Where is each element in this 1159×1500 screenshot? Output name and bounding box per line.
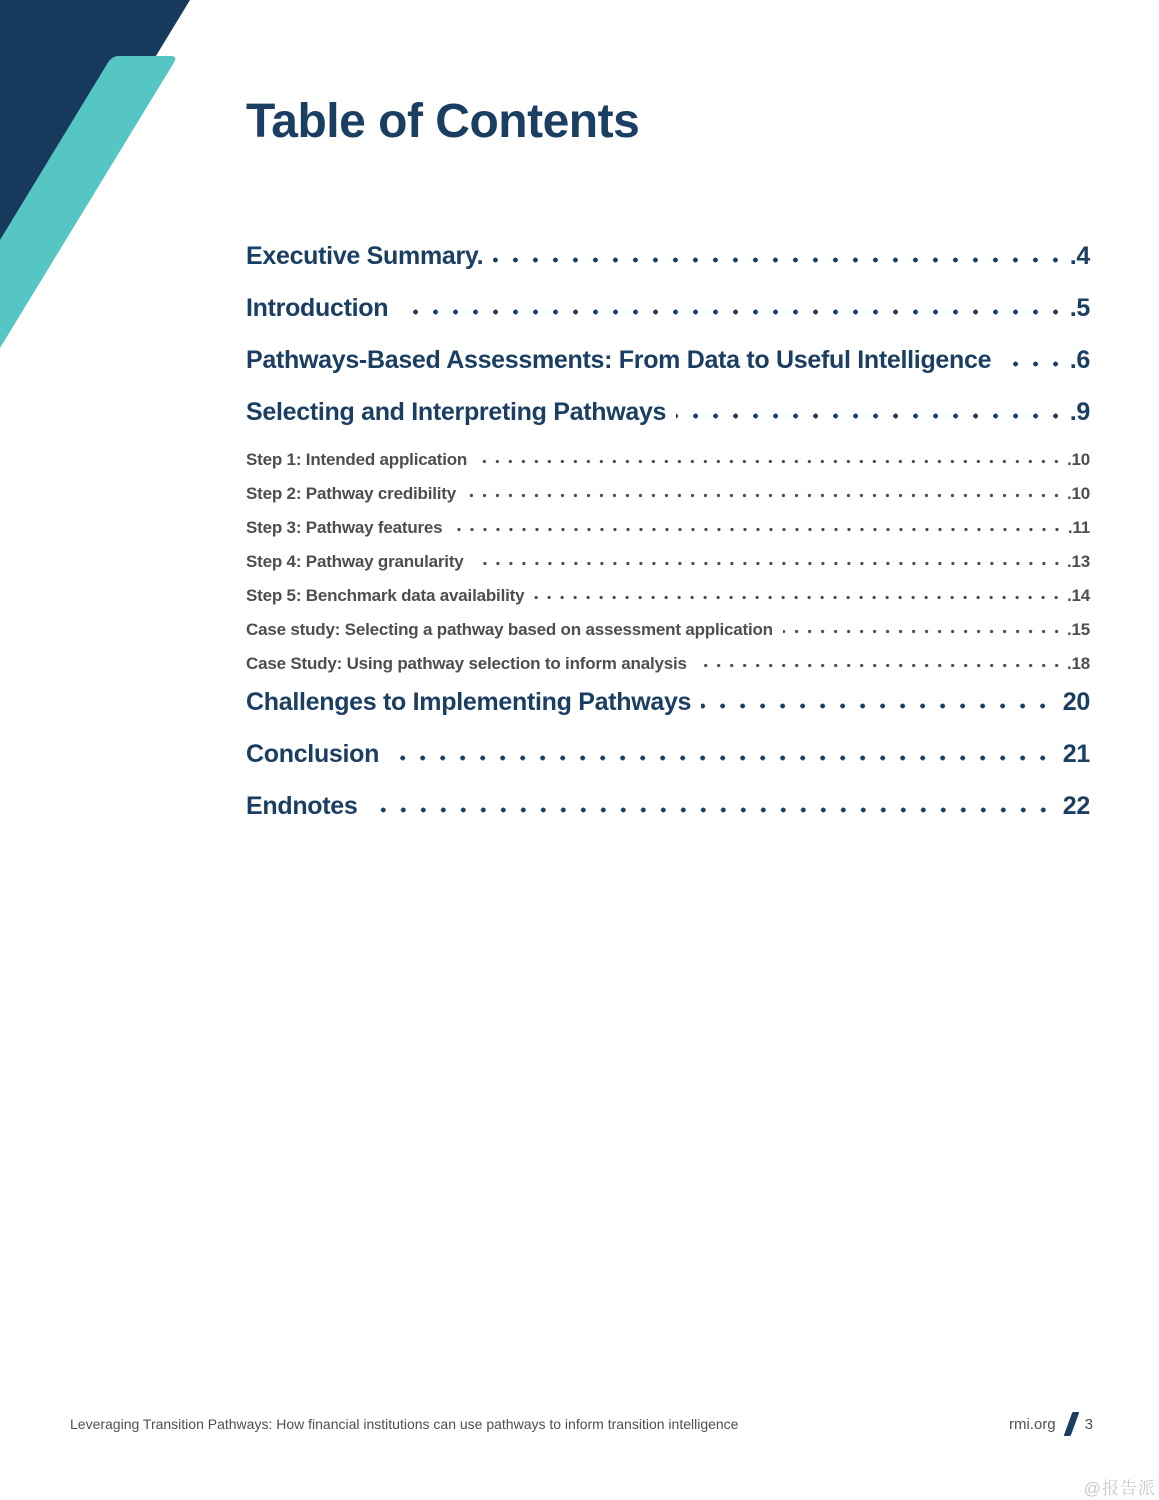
toc-entry[interactable] (246, 519, 1090, 536)
toc-entry-label: Pathways-Based Assessments: From Data to Useful Intelligence (246, 346, 992, 374)
toc-entry-label: Step 5: Benchmark data availability (246, 586, 525, 605)
toc-entry-page: .18 (1066, 654, 1090, 673)
toc-entry[interactable] (246, 485, 1090, 502)
dot-leader (676, 413, 1066, 419)
toc-entry[interactable] (246, 621, 1090, 638)
toc-entry-page: .9 (1069, 398, 1090, 426)
toc-entry[interactable] (246, 741, 1090, 767)
page-title: Table of Contents (246, 95, 640, 148)
dot-leader (452, 527, 1063, 532)
page-footer (70, 1412, 1093, 1436)
dot-leader (474, 561, 1063, 566)
toc-entry-page: .10 (1066, 450, 1090, 469)
toc-entry-page: .14 (1066, 586, 1090, 605)
toc-entry-page: 21 (1062, 740, 1090, 768)
toc-entry-label: Step 3: Pathway features (246, 518, 443, 537)
footer-site-link[interactable]: rmi.org (1008, 1415, 1056, 1433)
toc-entry-page: 20 (1062, 688, 1090, 716)
dot-leader (477, 459, 1063, 464)
toc-entry[interactable] (246, 689, 1090, 715)
dot-leader (783, 629, 1063, 634)
toc-entry-page: .13 (1066, 552, 1090, 571)
dot-leader (697, 663, 1063, 668)
toc-entry-page: .6 (1069, 346, 1090, 374)
watermark: @报告派 (1083, 1479, 1156, 1498)
dot-leader (493, 257, 1065, 263)
toc-entry-label: Executive Summary. (246, 242, 484, 270)
toc-entry[interactable] (246, 399, 1090, 425)
footer-page-number: 3 (1084, 1415, 1093, 1433)
toc-entry-page: .5 (1069, 294, 1090, 322)
toc-entry-page: 22 (1062, 792, 1090, 820)
dot-leader (389, 755, 1053, 761)
toc-entry-page: .15 (1066, 620, 1090, 639)
dot-leader (398, 309, 1066, 315)
toc-entry[interactable] (246, 553, 1090, 570)
toc-entry[interactable] (246, 587, 1090, 604)
dot-leader (534, 595, 1063, 600)
toc-entry-page: .10 (1066, 484, 1090, 503)
toc-entry[interactable] (246, 347, 1090, 373)
toc-entry-label: Step 2: Pathway credibility (246, 484, 456, 503)
toc-entry[interactable] (246, 793, 1090, 819)
toc-list (246, 243, 1090, 819)
toc-entry[interactable] (246, 451, 1090, 468)
toc-entry-page: .4 (1069, 242, 1090, 270)
dot-leader (701, 703, 1053, 709)
table-of-contents (246, 95, 1090, 845)
toc-entry-label: Endnotes (246, 792, 358, 820)
toc-entry-label: Selecting and Interpreting Pathways (246, 398, 667, 426)
footer-report-title: Leveraging Transition Pathways: How financial institutions can use pathways to inform transition intelligence (70, 1416, 739, 1432)
slash-icon (1063, 1412, 1079, 1436)
footer-pagination (1009, 1412, 1093, 1436)
toc-entry-page: .11 (1067, 518, 1090, 537)
dot-leader (1001, 361, 1066, 367)
toc-entry-label: Conclusion (246, 740, 380, 768)
corner-decoration (0, 0, 200, 360)
toc-entry[interactable] (246, 655, 1090, 672)
toc-entry-label: Step 4: Pathway granularity (246, 552, 464, 571)
toc-entry[interactable] (246, 295, 1090, 321)
toc-entry-label: Step 1: Intended application (246, 450, 468, 469)
toc-entry-label: Challenges to Implementing Pathways (246, 688, 692, 716)
dot-leader (368, 807, 1053, 813)
toc-entry-label: Introduction (246, 294, 389, 322)
toc-entry[interactable] (246, 243, 1090, 269)
dot-leader (466, 493, 1063, 498)
toc-entry-label: Case study: Selecting a pathway based on assessment application (246, 620, 773, 639)
toc-entry-label: Case Study: Using pathway selection to inform analysis (246, 654, 687, 673)
